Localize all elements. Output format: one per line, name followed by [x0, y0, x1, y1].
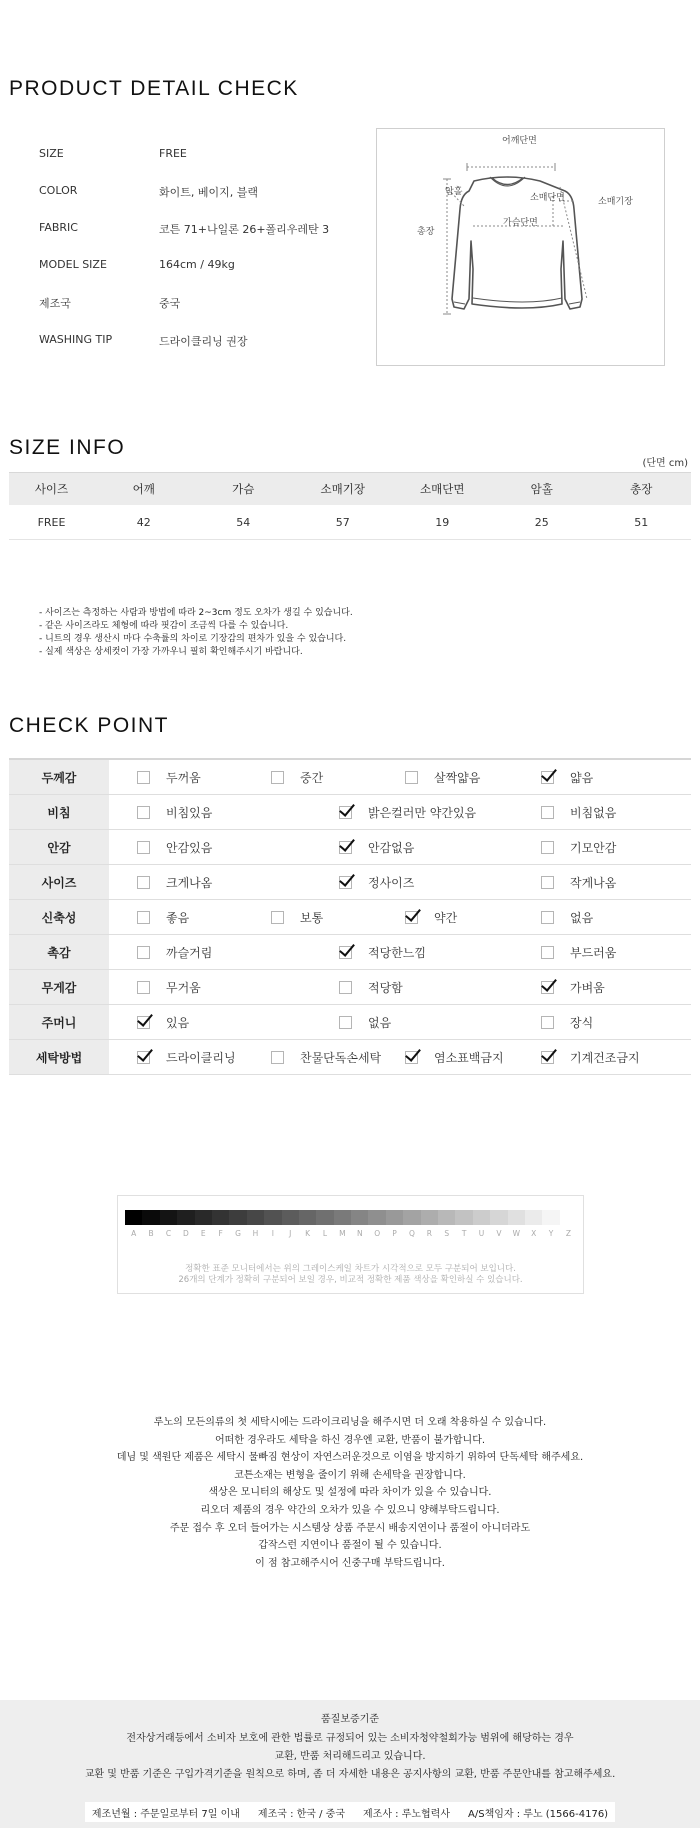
care-line: 어떠한 경우라도 세탁을 하신 경우엔 교환, 반품이 불가합니다. — [214, 1434, 486, 1446]
check-option-label: 없음 — [368, 1015, 392, 1030]
care-line: 루노의 모든의류의 첫 세탁시에는 드라이크리닝을 해주시면 더 오래 착용하실 수 있습니다. — [153, 1417, 547, 1428]
checkbox-checked[interactable] — [137, 1016, 150, 1029]
grayscale-step — [160, 1210, 177, 1225]
table-row — [9, 505, 691, 540]
check-option[interactable] — [541, 865, 616, 899]
manufacture-country: 제조국 : 한국 / 중국 — [257, 1808, 345, 1820]
grayscale-step — [368, 1210, 385, 1225]
detail-value: 화이트, 베이지, 블랙 — [159, 186, 258, 199]
size-table-header — [9, 472, 691, 505]
grayscale-letter: K — [305, 1229, 311, 1238]
grayscale-step — [142, 1210, 159, 1225]
footer-line: 교환, 반품 처리해드리고 있습니다. — [274, 1751, 426, 1762]
grayscale-letter: L — [322, 1229, 328, 1238]
checkbox[interactable] — [137, 771, 150, 784]
grayscale-step — [316, 1210, 333, 1225]
check-option[interactable] — [137, 795, 212, 829]
manufacture-date: 제조년월 : 주문일로부터 7일 이내 — [91, 1808, 240, 1820]
check-option[interactable] — [271, 760, 323, 794]
grayscale-letter: V — [496, 1229, 502, 1238]
care-line: 색상은 모니터의 해상도 및 설정에 따라 차이가 있을 수 있습니다. — [208, 1487, 492, 1499]
check-option-label: 가벼움 — [570, 980, 605, 995]
check-option-label: 크게나옴 — [166, 875, 213, 890]
header-cell: 어깨 — [132, 482, 155, 496]
check-row-label: 두께감 — [9, 760, 109, 794]
checkbox-checked[interactable] — [339, 841, 352, 854]
check-point-table — [9, 758, 691, 1075]
check-option[interactable] — [339, 935, 426, 969]
grayscale-letter: J — [289, 1229, 292, 1238]
note-line: - 같은 사이즈라도 체형에 따라 핏감이 조금씩 다를 수 있습니다. — [39, 621, 289, 631]
grayscale-step — [525, 1210, 542, 1225]
product-detail-title: PRODUCT DETAIL CHECK — [9, 77, 299, 100]
grayscale-step — [195, 1210, 212, 1225]
checkbox[interactable] — [541, 841, 554, 854]
check-option[interactable] — [541, 760, 593, 794]
check-row-label: 주머니 — [9, 1005, 109, 1039]
checkbox[interactable] — [137, 876, 150, 889]
grayscale-letter: Y — [548, 1229, 554, 1238]
checkbox[interactable] — [137, 981, 150, 994]
grayscale-step — [351, 1210, 368, 1225]
checkbox-checked[interactable] — [339, 876, 352, 889]
table-cell: 25 — [534, 515, 549, 529]
size-table — [9, 472, 691, 540]
header-cell: 사이즈 — [34, 482, 69, 496]
check-option-label: 비침있음 — [166, 805, 213, 820]
table-cell: FREE — [37, 515, 66, 529]
grayscale-step — [473, 1210, 490, 1225]
check-option[interactable] — [137, 760, 201, 794]
detail-value: 코튼 71+나일론 26+폴리우레탄 3 — [159, 223, 330, 236]
check-option[interactable] — [137, 900, 189, 934]
check-row-label: 촉감 — [9, 935, 109, 969]
check-row — [9, 795, 691, 830]
check-option-label: 비침없음 — [570, 805, 617, 820]
grayscale-step — [438, 1210, 455, 1225]
note-line: - 니트의 경우 생산시 마다 수축률의 차이로 기장감의 편차가 있을 수 있습니다. — [39, 634, 347, 644]
check-option[interactable] — [137, 970, 201, 1004]
checkbox-checked[interactable] — [405, 1051, 418, 1064]
check-option[interactable] — [541, 935, 616, 969]
checkbox[interactable] — [541, 806, 554, 819]
checkbox[interactable] — [137, 911, 150, 924]
detail-label: COLOR — [39, 184, 78, 197]
care-line: 이 점 참고해주시어 신중구매 부탁드립니다. — [255, 1557, 445, 1569]
check-option[interactable] — [541, 970, 605, 1004]
check-option-label: 작게나옴 — [570, 875, 617, 890]
grayscale-letter: H — [252, 1229, 259, 1238]
check-option[interactable] — [339, 830, 414, 864]
check-option-label: 기모안감 — [570, 840, 617, 855]
grayscale-letter: X — [531, 1229, 537, 1238]
check-option-label: 기계건조금지 — [570, 1050, 640, 1065]
grayscale-letter: M — [339, 1229, 346, 1238]
checkbox[interactable] — [541, 946, 554, 959]
grayscale-step — [212, 1210, 229, 1225]
check-point-title: CHECK POINT — [9, 714, 170, 737]
check-row — [9, 1040, 691, 1075]
check-option-label: 적당한느낌 — [368, 945, 426, 960]
shoulder-label: 어깨단면 — [502, 136, 537, 146]
grayscale-note-1: 정확한 표준 모니터에서는 위의 그레이스케일 차트가 시각적으로 모두 구분되어 보입니다. — [185, 1264, 516, 1274]
grayscale-step — [334, 1210, 351, 1225]
sweater-illustration — [377, 129, 666, 367]
checkbox-checked[interactable] — [339, 946, 352, 959]
detail-label: 제조국 — [39, 297, 71, 310]
checkbox-checked[interactable] — [541, 981, 554, 994]
grayscale-step — [560, 1210, 577, 1225]
check-row-label: 세탁방법 — [9, 1040, 109, 1074]
checkbox[interactable] — [271, 771, 284, 784]
grayscale-letter: C — [165, 1229, 172, 1238]
check-row — [9, 760, 691, 795]
armhole-label: 암홀 — [445, 187, 463, 197]
detail-value: FREE — [159, 147, 187, 160]
grayscale-letter: Z — [565, 1229, 572, 1238]
table-cell: 19 — [435, 515, 450, 529]
header-cell: 총장 — [630, 482, 653, 496]
check-row — [9, 1005, 691, 1040]
manufacturer: 제조사 : 루노협력사 — [363, 1808, 451, 1820]
note-line: - 사이즈는 측정하는 사람과 방법에 따라 2~3cm 정도 오차가 생길 수 있습니다. — [39, 608, 353, 618]
checkbox-checked[interactable] — [339, 806, 352, 819]
check-option[interactable] — [405, 900, 457, 934]
check-row — [9, 970, 691, 1005]
grayscale-letter: B — [148, 1229, 154, 1238]
checkbox[interactable] — [405, 771, 418, 784]
grayscale-step — [455, 1210, 472, 1225]
grayscale-letter: Q — [408, 1229, 415, 1238]
check-option-label: 찬물단독손세탁 — [300, 1050, 382, 1065]
checkbox-checked[interactable] — [405, 911, 418, 924]
checkbox[interactable] — [137, 806, 150, 819]
check-option-label: 안감없음 — [368, 840, 415, 855]
sleeve-length-label: 소매기장 — [598, 197, 633, 207]
grayscale-step — [490, 1210, 507, 1225]
table-cell: 51 — [634, 515, 649, 529]
check-row-label: 비침 — [9, 795, 109, 829]
check-option-label: 까슬거림 — [166, 945, 213, 960]
footer-line: 전자상거래등에서 소비자 보호에 관한 법률로 규정되어 있는 소비자청약철회가능 범위에 해당하는 경우 — [126, 1733, 574, 1744]
grayscale-step — [282, 1210, 299, 1225]
checkbox-checked[interactable] — [541, 771, 554, 784]
grayscale-chart — [117, 1195, 584, 1294]
check-option[interactable] — [137, 1005, 189, 1039]
check-option[interactable] — [541, 795, 616, 829]
header-cell: 소매기장 — [320, 482, 365, 496]
care-line: 리오더 제품의 경우 약간의 오차가 있을 수 있으니 양해부탁드립니다. — [200, 1504, 500, 1516]
checkbox[interactable] — [137, 946, 150, 959]
grayscale-step — [177, 1210, 194, 1225]
checkbox[interactable] — [541, 911, 554, 924]
check-option-label: 좋음 — [166, 910, 190, 925]
check-row — [9, 830, 691, 865]
check-option-label: 얇음 — [570, 770, 594, 785]
grayscale-letters — [125, 1229, 577, 1238]
footer-lines — [0, 1730, 700, 1784]
grayscale-letter: F — [218, 1229, 223, 1238]
check-option[interactable] — [271, 900, 323, 934]
sleeve-cross-label: 소매단면 — [530, 193, 565, 203]
grayscale-step — [125, 1210, 142, 1225]
check-option[interactable] — [541, 900, 593, 934]
check-option-label: 장식 — [570, 1015, 594, 1030]
unit-note: (단면 cm) — [642, 458, 688, 469]
measurement-diagram — [376, 128, 665, 366]
check-option[interactable] — [137, 1040, 236, 1074]
check-option[interactable] — [541, 1040, 640, 1074]
check-option[interactable] — [541, 1005, 593, 1039]
footer-line: 교환 및 반품 기준은 구입가격기준을 원칙으로 하며, 좀 더 자세한 내용은 공지사항의 교환, 반품 주문안내를 참고해주세요. — [84, 1769, 616, 1780]
grayscale-letter: I — [271, 1229, 274, 1238]
grayscale-letter: D — [182, 1229, 189, 1238]
care-line: 주문 접수 후 오더 들어가는 시스템상 상품 주문시 배송지연이나 품절이 아니더라도 — [169, 1522, 531, 1534]
grayscale-letter: T — [461, 1229, 467, 1238]
grayscale-step — [386, 1210, 403, 1225]
checkbox[interactable] — [541, 1016, 554, 1029]
detail-value: 드라이클리닝 권장 — [159, 335, 248, 348]
check-row-label: 신축성 — [9, 900, 109, 934]
checkbox[interactable] — [137, 841, 150, 854]
grayscale-letter: P — [392, 1229, 397, 1238]
check-option-label: 살짝얇음 — [434, 770, 481, 785]
check-option-label: 중간 — [300, 770, 324, 785]
care-line: 데님 및 색원단 제품은 세탁시 물빠짐 현상이 자연스러운것으로 이염을 방지하기 위하여 단독세탁 해주세요. — [116, 1452, 584, 1464]
check-option-label: 드라이클리닝 — [166, 1050, 236, 1065]
check-option-label: 보통 — [300, 910, 324, 925]
check-option[interactable] — [339, 1005, 391, 1039]
grayscale-step — [247, 1210, 264, 1225]
grayscale-step — [264, 1210, 281, 1225]
checkbox[interactable] — [271, 1051, 284, 1064]
grayscale-step — [299, 1210, 316, 1225]
grayscale-step — [421, 1210, 438, 1225]
checkbox-checked[interactable] — [541, 1051, 554, 1064]
check-row-label: 사이즈 — [9, 865, 109, 899]
size-info-title: SIZE INFO — [9, 436, 126, 459]
check-option-label: 없음 — [570, 910, 594, 925]
total-length-label: 총장 — [417, 227, 435, 237]
grayscale-step — [229, 1210, 246, 1225]
check-row — [9, 865, 691, 900]
check-option[interactable] — [541, 830, 616, 864]
grayscale-bar — [125, 1210, 577, 1225]
care-line: 코튼소재는 변형을 줄이기 위해 손세탁을 권장합니다. — [234, 1469, 466, 1481]
note-line: - 실제 색상은 상세컷이 가장 가까우니 필히 확인해주시기 바랍니다. — [39, 647, 303, 657]
check-option-label: 있음 — [166, 1015, 190, 1030]
grayscale-letter: G — [235, 1229, 241, 1238]
check-option-label: 염소표백금지 — [434, 1050, 504, 1065]
checkbox[interactable] — [339, 1016, 352, 1029]
check-option-label: 적당함 — [368, 980, 403, 995]
check-option-label: 부드러움 — [570, 945, 617, 960]
check-option[interactable] — [339, 970, 403, 1004]
chest-label: 가슴단면 — [503, 218, 538, 228]
checkbox[interactable] — [339, 981, 352, 994]
grayscale-letter: N — [356, 1229, 363, 1238]
checkbox-checked[interactable] — [137, 1051, 150, 1064]
table-cell: 42 — [136, 515, 151, 529]
care-line: 갑작스런 지연이나 품절이 될 수 있습니다. — [258, 1540, 442, 1552]
check-option-label: 두꺼움 — [166, 770, 201, 785]
quality-footer — [0, 1700, 700, 1828]
header-cell: 소매단면 — [420, 482, 465, 496]
grayscale-step — [508, 1210, 525, 1225]
grayscale-note-2: 26개의 단계가 정확히 구분되어 보일 경우, 비교적 정확한 제품 색상을 확인하실 수 있습니다. — [178, 1275, 523, 1285]
detail-value: 164cm / 49kg — [159, 258, 235, 271]
detail-label: FABRIC — [39, 221, 78, 234]
grayscale-letter: U — [478, 1229, 485, 1238]
check-option[interactable] — [405, 760, 480, 794]
footer-info-bar — [85, 1802, 615, 1822]
grayscale-letter: R — [426, 1229, 432, 1238]
grayscale-step — [403, 1210, 420, 1225]
check-option[interactable] — [137, 865, 212, 899]
header-cell: 가슴 — [232, 482, 255, 496]
footer-title: 품질보증기준 — [321, 1714, 379, 1725]
check-option-label: 정사이즈 — [368, 875, 415, 890]
check-row-label: 안감 — [9, 830, 109, 864]
detail-label: SIZE — [39, 147, 64, 160]
check-option[interactable] — [405, 1040, 504, 1074]
care-notes — [0, 1414, 700, 1572]
checkbox[interactable] — [271, 911, 284, 924]
check-option[interactable] — [137, 935, 212, 969]
check-option-label: 안감있음 — [166, 840, 213, 855]
detail-label: MODEL SIZE — [39, 258, 107, 271]
check-option[interactable] — [339, 795, 476, 829]
as-contact: A/S책임자 : 루노 (1566-4176) — [468, 1808, 609, 1820]
grayscale-letter: W — [512, 1229, 520, 1238]
table-cell: 57 — [335, 515, 350, 529]
size-notes — [39, 607, 353, 659]
check-row — [9, 900, 691, 935]
check-row — [9, 935, 691, 970]
check-option-label: 약간 — [434, 910, 458, 925]
checkbox[interactable] — [541, 876, 554, 889]
check-row-label: 무게감 — [9, 970, 109, 1004]
detail-label: WASHING TIP — [39, 333, 113, 346]
check-option-label: 무거움 — [166, 980, 201, 995]
grayscale-letter: S — [444, 1229, 450, 1238]
check-option[interactable] — [271, 1040, 381, 1074]
table-cell: 54 — [236, 515, 251, 529]
check-option[interactable] — [137, 830, 212, 864]
grayscale-letter: E — [200, 1229, 206, 1238]
check-option-label: 밝은컬러만 약간있음 — [368, 805, 477, 820]
grayscale-letter: A — [131, 1229, 137, 1238]
check-option[interactable] — [339, 865, 414, 899]
detail-value: 중국 — [159, 297, 181, 310]
grayscale-letter: O — [374, 1229, 381, 1238]
header-cell: 암홀 — [530, 482, 553, 496]
grayscale-step — [542, 1210, 559, 1225]
